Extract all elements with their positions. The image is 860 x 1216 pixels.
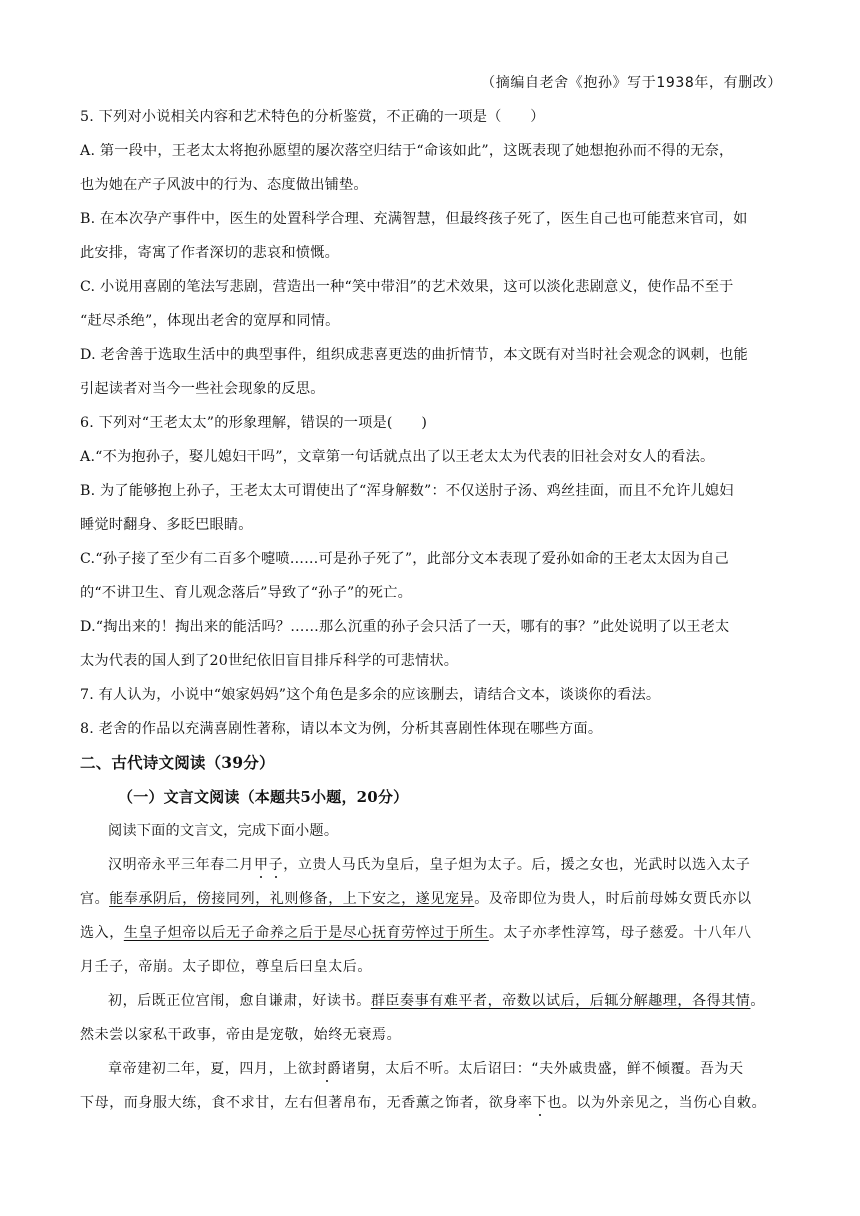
passage-line (80, 889, 752, 909)
passage-text: 也。以为外亲见之，当伤心自敕。 (547, 1095, 767, 1111)
passage-text: 宫。 (80, 891, 110, 907)
passage-line (80, 1093, 766, 1113)
question-5-option-d-cont: 引起读者对当今一些社会现象的反思。 (80, 381, 325, 397)
question-6-option-d-cont: 太为代表的国人到了20世纪依旧盲目排斥科学的可悲情状。 (80, 653, 459, 669)
question-5-option-a-cont: 也为她在产子风波中的行为、态度做出铺垫。 (80, 177, 368, 193)
subsection-heading: （一）文言文阅读（本题共5小题，20分） (118, 788, 409, 806)
passage-text: 。及帝即位为贵人，时后前母姊女贾氏亦以 (474, 891, 752, 907)
question-6-option-d: D.“掏出来的！掏出来的能活吗？……那么沉重的孙子会只活了一天，哪有的事？”此处说明了以王老太 (80, 619, 730, 635)
question-6-option-c-cont: 的“不讲卫生、育儿观念落后”导致了“孙子”的死亡。 (80, 585, 412, 601)
section-heading: 二、古代诗文阅读（39分） (80, 753, 275, 772)
question-5-option-a: A. 第一段中，王老太太将抱孙愿望的屡次落空归结于“命该如此”，这既表现了她想抱孙而不得的无奈， (80, 143, 734, 159)
reading-instruction: 阅读下面的文言文，完成下面小题。 (108, 823, 339, 839)
question-5-option-b-cont: 此安排，寄寓了作者深切的悲哀和愤慨。 (80, 245, 339, 261)
passage-text: 章帝建初二年，夏，四月，上欲 (108, 1061, 313, 1077)
question-6-option-c: C.“孙子接了至少有二百多个嚏喷……可是孙子死了”，此部分文本表现了爱孙如命的王老太太因为自己 (80, 551, 729, 567)
underlined-sentence: 能奉承阴后，傍接同列，礼则修备，上下安之，遂见宠异 (109, 891, 475, 907)
question-7: 7. 有人认为，小说中“娘家妈妈”这个角色是多余的应该删去，请结合文本，谈谈你的看法。 (80, 687, 661, 703)
passage-text: 下母，而身服大练，食不求甘，左右但著帛布，无香薰之饰者，欲身率 (80, 1095, 533, 1111)
passage-text: 。 (750, 993, 766, 1009)
passage-text: 初，后既正位宫闱，愈自谦肃，好读书。 (108, 993, 371, 1009)
passage-line: 月壬子，帝崩。太子即位，尊皇后曰皇太后。 (80, 959, 372, 975)
passage-text: 。太子亦孝性淳笃，母子慈爱。十八年八 (488, 925, 752, 941)
emphasis-dot-char: 甲 (254, 857, 269, 873)
emphasis-dot-char: 下 (532, 1095, 548, 1111)
question-5-option-b: B. 在本次孕产事件中，医生的处置科学合理、充满智慧，但最终孩子死了，医生自己也可能惹来官司，如 (80, 211, 748, 227)
underlined-sentence: 群臣奏事有难平者，帝数以试后，后辄分解趣理，各得其情 (370, 993, 751, 1009)
passage-line (108, 855, 750, 875)
question-5-stem: 5. 下列对小说相关内容和艺术特色的分析鉴赏，不正确的一项是（ ） (80, 109, 545, 125)
question-5-option-c-cont: “赶尽杀绝”，体现出老舍的宽厚和同情。 (80, 313, 340, 329)
passage-text: 汉明帝永平三年春二月 (108, 857, 254, 873)
passage-line (80, 923, 752, 943)
passage-text: 选入， (80, 925, 124, 941)
question-6-option-b: B. 为了能够抱上孙子，王老太太可谓使出了“浑身解数”：不仅送肘子汤、鸡丝挂面，而且不允许儿媳妇 (80, 483, 734, 499)
question-8: 8. 老舍的作品以充满喜剧性著称，请以本文为例，分析其喜剧性体现在哪些方面。 (80, 721, 603, 737)
question-6-option-a: A.“不为抱孙子，娶儿媳妇干吗”，文章第一句话就点出了以王老太太为代表的旧社会对女人的看法。 (80, 449, 715, 465)
question-5-option-d: D. 老舍善于选取生活中的典型事件，组织成悲喜更迭的曲折情节，本文既有对当时社会观念的讽刺，也能 (80, 347, 748, 363)
emphasis-dot-char: 封爵 (312, 1061, 342, 1077)
passage-text: ，立贵人马氏为皇后，皇子炟为太子。后，援之女也，光武时以选入太子 (283, 857, 751, 873)
underlined-sentence: 生皇子炟帝以后无子命养之后于是尽心抚育劳悴过于所生 (123, 925, 489, 941)
passage-line (108, 991, 765, 1011)
question-6-stem: 6. 下列对“王老太太”的形象理解，错误的一项是( ) (80, 415, 428, 431)
passage-text: 诸舅，太后不听。太后诏曰：“夫外戚贵盛，鲜不倾覆。吾为天 (341, 1061, 744, 1077)
source-note: （摘编自老舍《抱孙》写于1938年，有删改） (481, 75, 782, 91)
question-6-option-b-cont: 睡觉时翻身、多眨巴眼睛。 (80, 517, 253, 533)
passage-line: 然未尝以家私干政事，帝由是宠敬，始终无衰焉。 (80, 1027, 402, 1043)
emphasis-dot-char: 子 (268, 857, 284, 873)
question-5-option-c: C. 小说用喜剧的笔法写悲剧，营造出一种“笑中带泪”的艺术效果，这可以淡化悲剧意义，使作品不至于 (80, 279, 734, 295)
passage-line (108, 1059, 744, 1079)
